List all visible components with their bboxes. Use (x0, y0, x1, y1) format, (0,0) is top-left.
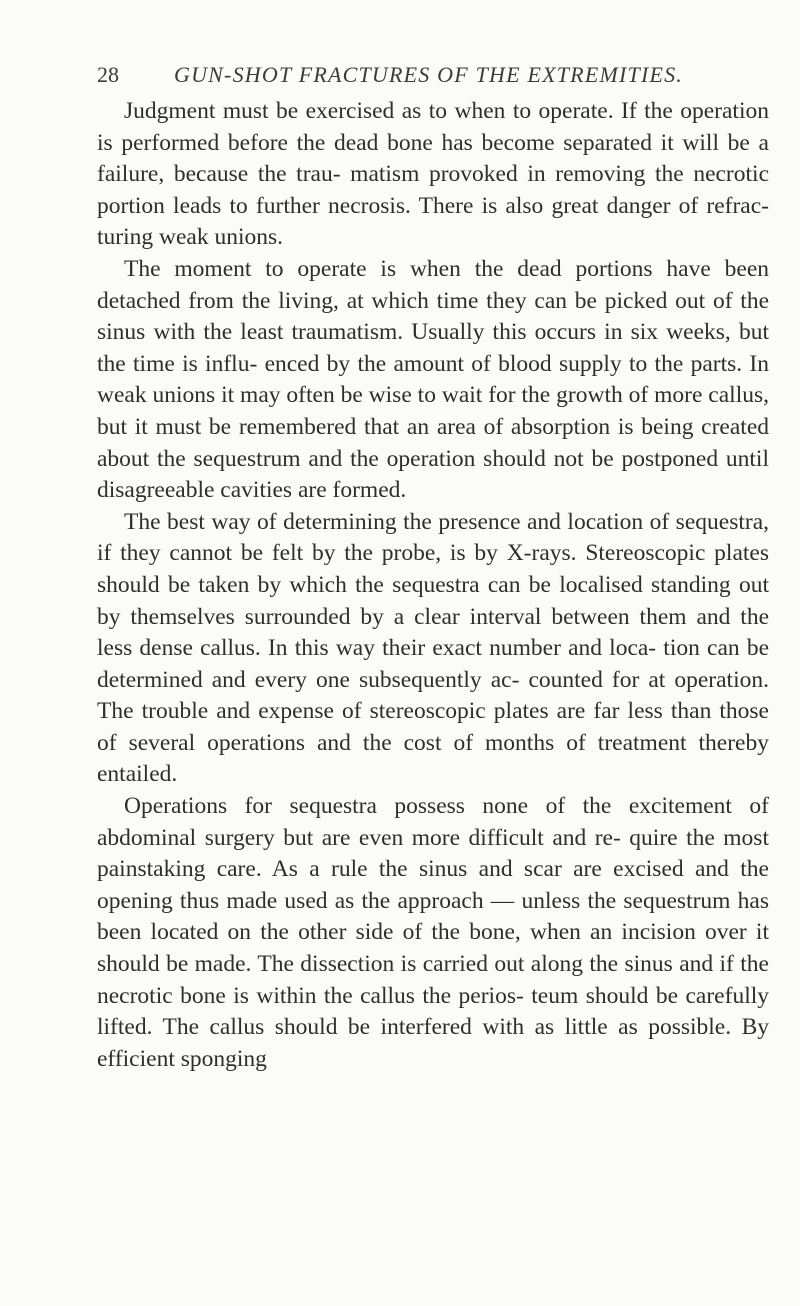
running-head (97, 62, 737, 92)
paragraph-x-ray-localisation: The best way of determining the presence and location of sequestra, if they cannot be felt by the probe, is by X-rays. Stereoscopic plates should be taken by which the sequestra can be localised standing out by themselves surrounded by a clear interval between them and the less dense callus. In this way their exact number and loca- tion can be determined and every one subsequently ac- counted for at operation. The trouble and expense of stereoscopic plates are far less than those of several operations and the cost of months of treatment thereby entailed. (97, 508, 769, 788)
page-number: 28 (97, 62, 119, 87)
paragraph-operative-technique: Operations for sequestra possess none of the excitement of abdominal surgery but are even more difficult and re- quire the most painstaking care. As a rule the sinus and scar are excised and the opening thus made used as the approach — unless the sequestrum has been located on the other side of the bone, when an incision over it should be made. The dissection is carried out along the sinus and if the necrotic bone is within the callus the perios- teum should be carefully lifted. The callus should be interfered with as little as possible. By efficient sponging (97, 793, 769, 1072)
paragraph-moment-to-operate: The moment to operate is when the dead portions have been detached from the living, at which time they can be picked out of the sinus with the least traumatism. Usually this occurs in six weeks, but the time is influ- enced by the amount of blood supply to the parts. In weak unions it may often be wise to wait for the growth of more callus, but it must be remembered that an area of absorption is being created about the sequestrum and the operation should not be postponed until disagreeable cavities are formed. (97, 255, 769, 504)
paragraph-timing-of-operation: Judgment must be exercised as to when to operate. If the operation is performed before the dead bone has become separated it will be a failure, because the trau- matism provoked in removing the necrotic portion leads to further necrosis. There is also great danger of refrac- turing weak unions. (97, 98, 769, 251)
running-title: GUN-SHOT FRACTURES OF THE EXTREMITIES. (174, 62, 684, 87)
body-text (97, 96, 769, 1075)
